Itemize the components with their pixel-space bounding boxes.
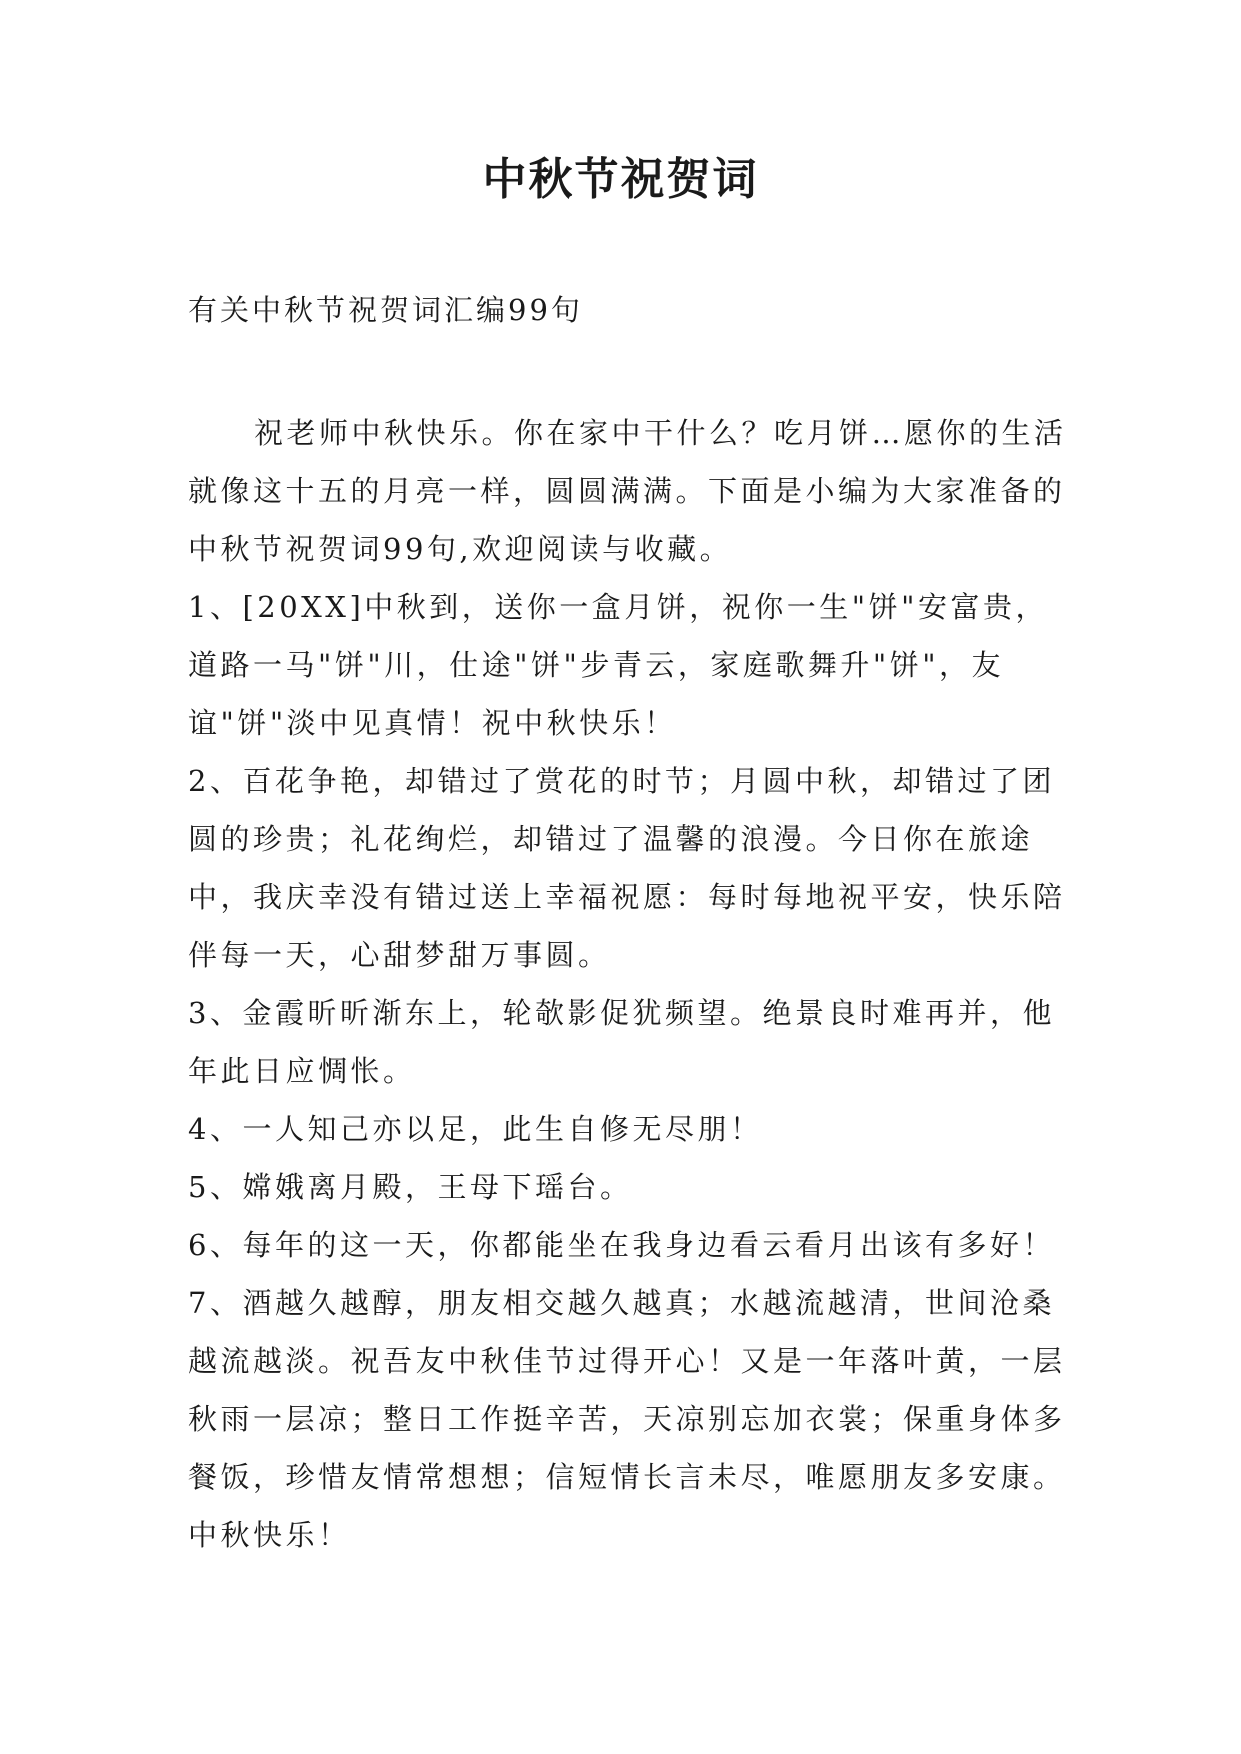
list-item: 1、[20XX]中秋到，送你一盒月饼，祝你一生"饼"安富贵，道路一马"饼"川，仕途"饼"步青云，家庭歌舞升"饼"，友谊"饼"淡中见真情！祝中秋快乐！ <box>188 590 1048 740</box>
list-item: 6、每年的这一天，你都能坐在我身边看云看月出该有多好！ <box>188 1228 1055 1262</box>
list-item: 2、百花争艳，却错过了赏花的时节；月圆中秋，却错过了团圆的珍贵；礼花绚烂，却错过了温馨的浪漫。今日你在旅途中，我庆幸没有错过送上幸福祝愿：每时每地祝平安，快乐陪伴每一天，心甜梦甜万事圆。 <box>188 764 1066 972</box>
document-title: 中秋节祝贺词 <box>482 154 759 205</box>
list-item: 7、酒越久越醇，朋友相交越久越真；水越流越清，世间沧桑越流越淡。祝吾友中秋佳节过得开心！又是一年落叶黄，一层秋雨一层凉；整日工作挺辛苦，天凉别忘加衣裳；保重身体多餐饭，珍惜友情常想想；信短情长言未尽，唯愿朋友多安康。中秋快乐！ <box>188 1286 1066 1552</box>
list-item: 3、金霞昕昕渐东上，轮欹影促犹频望。绝景良时难再并，他年此日应惆怅。 <box>188 996 1055 1088</box>
document-body <box>188 404 1080 1564</box>
document-subtitle: 有关中秋节祝贺词汇编99句 <box>188 293 583 327</box>
list-item: 5、嫦娥离月殿，王母下瑶台。 <box>188 1170 633 1204</box>
list-item: 4、一人知己亦以足，此生自修无尽朋！ <box>188 1112 763 1146</box>
intro-paragraph: 祝老师中秋快乐。你在家中干什么？吃月饼…愿你的生活就像这十五的月亮一样，圆圆满满。下面是小编为大家准备的中秋节祝贺词99句,欢迎阅读与收藏。 <box>188 416 1067 566</box>
